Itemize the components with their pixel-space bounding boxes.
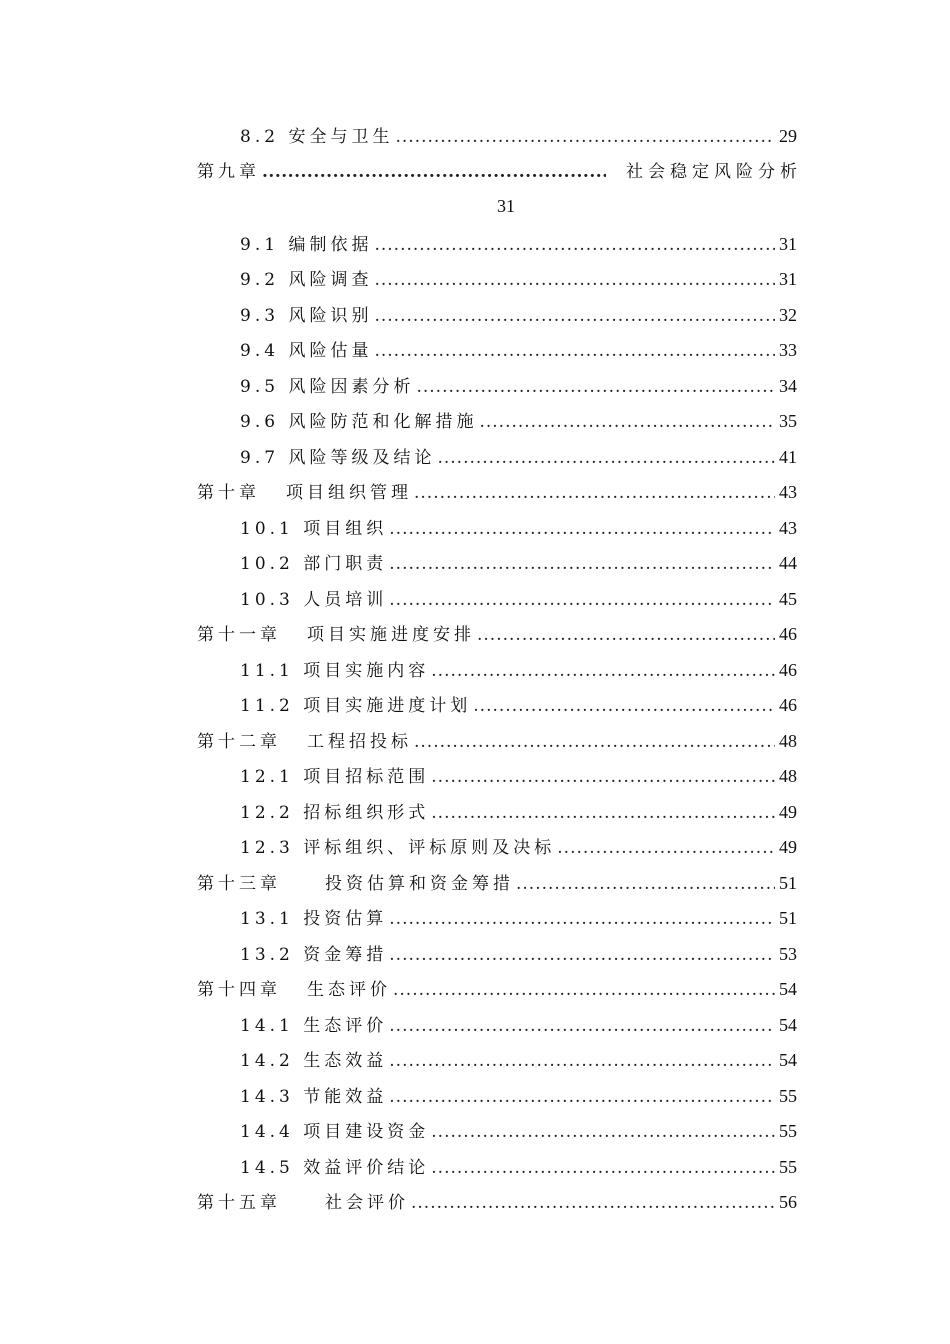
toc-entry-8-2[interactable] — [240, 121, 797, 151]
toc-entry-label: 9.1 编制依据 — [240, 235, 373, 255]
leader-dots — [389, 1046, 775, 1076]
leader-dots — [262, 157, 606, 187]
toc-chapter-label: 第十四章 — [197, 980, 281, 1000]
toc-entry-label: 12.2 招标组织形式 — [240, 803, 430, 823]
toc-page-number: 29 — [779, 126, 797, 146]
toc-page-number: 55 — [779, 1086, 797, 1106]
leader-dots — [389, 585, 775, 615]
leader-dots — [393, 975, 775, 1005]
leader-dots — [389, 1011, 775, 1041]
toc-page-number: 49 — [779, 802, 797, 822]
toc-entry-12-3[interactable] — [240, 832, 797, 862]
toc-chapter-label: 第十三章 — [197, 874, 281, 894]
toc-page-number: 48 — [779, 731, 797, 751]
leader-dots — [374, 336, 775, 366]
toc-page-number: 54 — [779, 979, 797, 999]
toc-entry-label: 9.5 风险因素分析 — [240, 377, 415, 397]
toc-page-number: 56 — [779, 1192, 797, 1212]
toc-chapter-title: 社会稳定风险分析 — [626, 162, 802, 182]
toc-page-number: 49 — [779, 837, 797, 857]
leader-dots — [473, 691, 775, 721]
toc-entry-12-1[interactable] — [240, 761, 797, 791]
toc-page-number: 54 — [779, 1050, 797, 1070]
toc-entry-label: 14.3 节能效益 — [240, 1087, 388, 1107]
leader-dots — [389, 549, 775, 579]
toc-page-number: 34 — [779, 376, 797, 396]
toc-entry-9-3[interactable] — [240, 300, 797, 330]
leader-dots — [414, 727, 775, 757]
toc-page-number: 32 — [779, 305, 797, 325]
leader-dots — [414, 478, 775, 508]
toc-entry-label: 13.2 资金筹措 — [240, 945, 388, 965]
toc-page-number: 53 — [779, 944, 797, 964]
toc-entry-label: 14.5 效益评价结论 — [240, 1158, 430, 1178]
toc-entry-label: 14.1 生态评价 — [240, 1016, 388, 1036]
toc-entry-chapter-13[interactable] — [197, 868, 797, 898]
toc-page-number: 51 — [779, 908, 797, 928]
leader-dots — [431, 1117, 775, 1147]
toc-entry-chapter-14[interactable] — [197, 974, 797, 1004]
toc-chapter-title: 项目实施进度安排 — [307, 625, 475, 645]
toc-page-number: 45 — [779, 589, 797, 609]
toc-chapter-label: 第十一章 — [197, 625, 281, 645]
leader-dots — [431, 762, 775, 792]
toc-page-number-chapter-9: 31 — [497, 196, 515, 216]
toc-entry-label: 9.2 风险调查 — [240, 270, 373, 290]
toc-page-number: 46 — [779, 695, 797, 715]
toc-entry-label: 10.1 项目组织 — [240, 519, 388, 539]
toc-chapter-title: 生态评价 — [307, 980, 391, 1000]
leader-dots — [389, 904, 775, 934]
toc-page-number: 41 — [779, 447, 797, 467]
leader-dots — [374, 265, 775, 295]
toc-entry-label: 14.2 生态效益 — [240, 1051, 388, 1071]
toc-entry-13-1[interactable] — [240, 903, 797, 933]
toc-entry-label: 14.4 项目建设资金 — [240, 1122, 430, 1142]
toc-page-number: 43 — [779, 518, 797, 538]
toc-entry-13-2[interactable] — [240, 939, 797, 969]
toc-entry-label: 11.1 项目实施内容 — [240, 661, 430, 681]
toc-entry-label: 11.2 项目实施进度计划 — [240, 696, 472, 716]
toc-entry-label: 8.2 安全与卫生 — [240, 127, 394, 147]
toc-page-number: 44 — [779, 553, 797, 573]
toc-chapter-label: 第十五章 — [197, 1193, 281, 1213]
leader-dots — [479, 407, 775, 437]
leader-dots — [416, 372, 775, 402]
toc-chapter-title: 投资估算和资金筹措 — [325, 874, 514, 894]
leader-dots — [431, 798, 775, 828]
toc-entry-10-2[interactable] — [240, 548, 797, 578]
toc-entry-10-1[interactable] — [240, 513, 797, 543]
toc-page-number: 31 — [779, 234, 797, 254]
toc-entry-9-7[interactable] — [240, 442, 797, 472]
toc-entry-label: 13.1 投资估算 — [240, 909, 388, 929]
leader-dots — [437, 443, 775, 473]
toc-entry-label: 12.3 评标组织、评标原则及决标 — [240, 838, 556, 858]
toc-entry-9-1[interactable] — [240, 229, 797, 259]
leader-dots — [557, 833, 775, 863]
toc-page-number: 48 — [779, 766, 797, 786]
toc-entry-9-2[interactable] — [240, 264, 797, 294]
toc-chapter-title: 项目组织管理 — [286, 483, 412, 503]
toc-page-number: 46 — [779, 624, 797, 644]
toc-page-number: 35 — [779, 411, 797, 431]
leader-dots — [395, 122, 775, 152]
toc-page-number: 51 — [779, 873, 797, 893]
toc-page-number: 46 — [779, 660, 797, 680]
toc-entry-12-2[interactable] — [240, 797, 797, 827]
toc-entry-9-4[interactable] — [240, 335, 797, 365]
toc-page-number: 54 — [779, 1015, 797, 1035]
toc-entry-14-1[interactable] — [240, 1010, 797, 1040]
leader-dots — [431, 1153, 775, 1183]
leader-dots — [389, 514, 775, 544]
toc-entry-label: 10.3 人员培训 — [240, 590, 388, 610]
toc-entry-label: 12.1 项目招标范围 — [240, 767, 430, 787]
toc-entry-14-4[interactable] — [240, 1116, 797, 1146]
toc-page-number: 31 — [779, 269, 797, 289]
leader-dots — [516, 869, 775, 899]
toc-entry-11-1[interactable] — [240, 655, 797, 685]
toc-entry-label: 9.3 风险识别 — [240, 306, 373, 326]
toc-entry-14-3[interactable] — [240, 1081, 797, 1111]
leader-dots — [374, 230, 775, 260]
toc-entry-label: 9.6 风险防范和化解措施 — [240, 412, 478, 432]
toc-entry-9-6[interactable] — [240, 406, 797, 436]
toc-chapter-title: 工程招投标 — [307, 732, 412, 752]
leader-dots — [389, 1082, 775, 1112]
leader-dots — [477, 620, 775, 650]
leader-dots — [389, 940, 775, 970]
toc-entry-chapter-9[interactable] — [197, 157, 802, 187]
toc-chapter-label: 第九章 — [197, 162, 260, 182]
toc-entry-label: 10.2 部门职责 — [240, 554, 388, 574]
leader-dots — [411, 1188, 775, 1218]
toc-chapter-label: 第十章 — [197, 483, 260, 503]
toc-entry-10-3[interactable] — [240, 584, 797, 614]
toc-page-number: 55 — [779, 1121, 797, 1141]
toc-entry-9-5[interactable] — [240, 371, 797, 401]
toc-entry-chapter-11[interactable] — [197, 619, 797, 649]
toc-page-number: 43 — [779, 482, 797, 502]
toc-page-number: 33 — [779, 340, 797, 360]
toc-entry-label: 9.4 风险估量 — [240, 341, 373, 361]
toc-chapter-label: 第十二章 — [197, 732, 281, 752]
toc-entry-14-5[interactable] — [240, 1152, 797, 1182]
leader-dots — [374, 301, 775, 331]
toc-entry-14-2[interactable] — [240, 1045, 797, 1075]
toc-entry-11-2[interactable] — [240, 690, 797, 720]
leader-dots — [431, 656, 775, 686]
toc-chapter-title: 社会评价 — [325, 1193, 409, 1213]
toc-page-number: 55 — [779, 1157, 797, 1177]
toc-entry-chapter-15[interactable] — [197, 1187, 797, 1217]
toc-entry-chapter-12[interactable] — [197, 726, 797, 756]
toc-entry-label: 9.7 风险等级及结论 — [240, 448, 436, 468]
toc-entry-chapter-10[interactable] — [197, 477, 797, 507]
